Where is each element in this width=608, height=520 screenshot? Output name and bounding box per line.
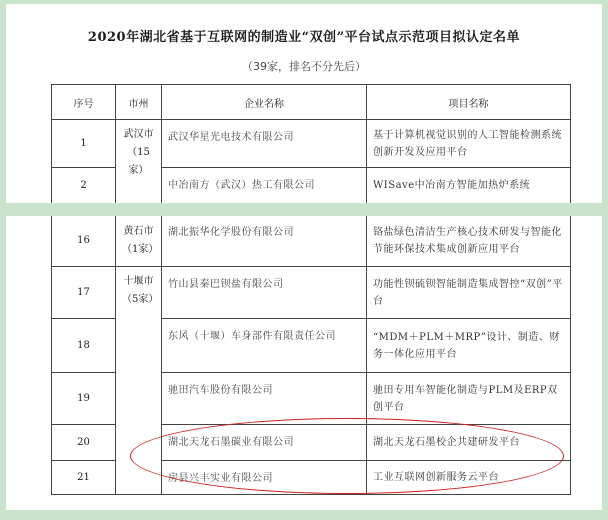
city-count: （1家） [122,243,159,255]
city-cell [116,120,162,204]
city-cell [116,267,162,495]
company-name: 湖北天龙石墨碳业有限公司 [162,425,367,461]
table-row [52,120,571,168]
row-number: 1 [52,120,116,168]
document-page-top [6,4,602,203]
project-name: 驰田专用车智能化制造与PLM及ERP双创平台 [367,373,571,425]
row-number: 20 [52,425,116,461]
document-subtitle: （39家，排名不分先后） [242,60,366,73]
project-name: WISave中冶南方智能加热炉系统 [367,168,571,204]
header-no: 序号 [52,85,116,120]
project-name: 功能性钡硫钡智能制造集成智控“双创”平台 [367,267,571,319]
company-name: 竹山县秦巴钡盐有限公司 [162,267,367,319]
city-count: （15家） [127,147,150,176]
header-company: 企业名称 [162,85,367,120]
document-title: 2020年湖北省基于互联网的制造业“双创”平台试点示范项目拟认定名单 [87,30,521,45]
company-name: 中冶南方（武汉）热工有限公司 [162,168,367,204]
project-table-top [51,84,571,203]
header-city: 市州 [116,85,162,120]
company-name: 湖北振华化学股份有限公司 [162,216,367,267]
project-table-bottom [51,216,571,495]
company-name: 驰田汽车股份有限公司 [162,373,367,425]
company-name: 武汉华星光电技术有限公司 [162,120,367,168]
row-number: 21 [52,461,116,495]
row-number: 19 [52,373,116,425]
project-name: 工业互联网创新服务云平台 [367,461,571,495]
project-name: 湖北天龙石墨校企共建研发平台 [367,425,571,461]
row-number: 16 [52,216,116,267]
city-count: （5家） [122,294,159,305]
table-header-row [52,85,571,120]
project-name: “MDM＋PLM＋MRP”设计、制造、财务一体化应用平台 [367,319,571,373]
row-number: 18 [52,319,116,373]
city-name: 武汉市 [123,129,154,140]
row-number: 17 [52,267,116,319]
company-name: 房县兴丰实业有限公司 [162,461,367,495]
city-name: 十堰市 [123,276,154,287]
row-number: 2 [52,168,116,204]
project-name: 基于计算机视觉识别的人工智能检测系统创新开发及应用平台 [367,120,571,168]
city-name: 黄石市 [123,225,154,237]
table-row [52,267,571,319]
city-cell [116,216,162,267]
header-project: 项目名称 [367,85,571,120]
table-row [52,216,571,267]
project-name: 铬盐绿色清洁生产核心技术研发与智能化节能环保技术集成创新应用平台 [367,216,571,267]
company-name: 东风（十堰）车身部件有限责任公司 [162,319,367,373]
document-page-bottom [6,216,602,510]
